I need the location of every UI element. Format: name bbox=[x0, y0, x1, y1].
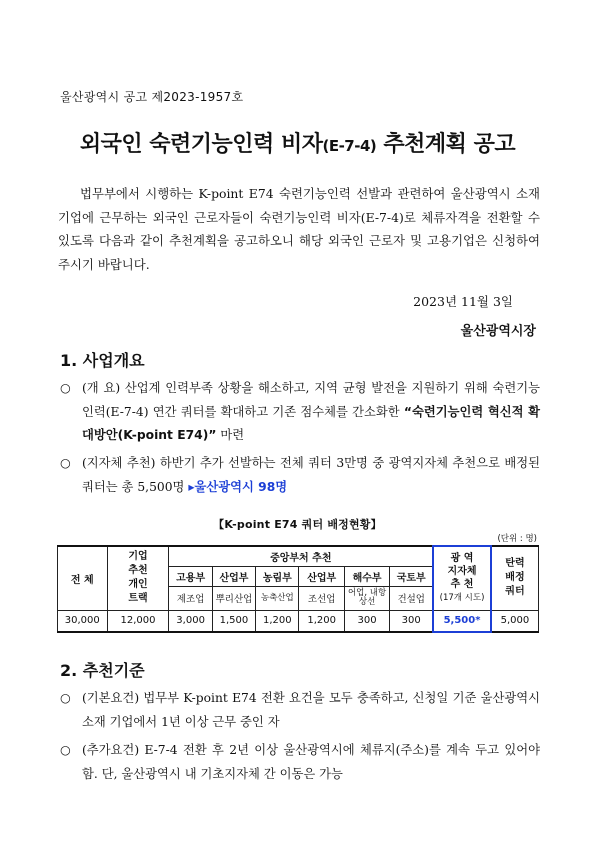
ministry-cell: 해수부 bbox=[344, 566, 389, 586]
ministry-cell: 국토부 bbox=[390, 566, 433, 586]
overview-quote: “숙련기능인력 혁신적 확대방안(K-point E74)” bbox=[82, 404, 541, 442]
header-total: 전 체 bbox=[58, 546, 108, 610]
industry-cell: 어업, 내항상선 bbox=[344, 586, 389, 610]
industry-cell: 조선업 bbox=[299, 586, 344, 610]
industry-cell: 뿌리산업 bbox=[212, 586, 255, 610]
regional-value-cell: 5,500* bbox=[433, 610, 491, 632]
ministry-cell: 산업부 bbox=[212, 566, 255, 586]
announcement-date: 2023년 11월 3일 bbox=[413, 294, 513, 309]
section1-item-regional bbox=[60, 452, 540, 499]
industry-cell: 제조업 bbox=[169, 586, 212, 610]
industry-cell: 농축산업 bbox=[256, 586, 299, 610]
header-company-track: 기업 추천 개인 트랙 bbox=[107, 546, 169, 610]
value-cell: 300 bbox=[344, 610, 389, 632]
value-cell: 5,000 bbox=[491, 610, 539, 632]
section2-heading: 2. 추천기준 bbox=[60, 661, 145, 680]
header-regional: 광 역 지자체 추 천 (17개 시도) bbox=[433, 546, 491, 610]
intro-text: 법무부에서 시행하는 K-point E74 숙련기능인력 선발과 관련하여 울산광역시 소재 기업에 근무하는 외국인 근로자들이 숙련기능인력 비자(E-7-4)로 체류자격을 전환할 수 있도록 다음과 같이 추천계획을 공고하오니 해당 외국인 근로자 및 고용기업은 신청하여 주시기 바랍니다. bbox=[58, 186, 540, 272]
bullet-circle-icon: ○ bbox=[60, 691, 71, 705]
bullet-circle-icon: ○ bbox=[60, 743, 71, 757]
section1-heading: 1. 사업개요 bbox=[60, 351, 145, 370]
section1-item-overview bbox=[60, 377, 540, 448]
value-cell: 1,500 bbox=[212, 610, 255, 632]
industry-cell: 건설업 bbox=[390, 586, 433, 610]
overview-end: 마련 bbox=[216, 428, 245, 442]
value-cell: 3,000 bbox=[169, 610, 212, 632]
ministry-cell: 농림부 bbox=[256, 566, 299, 586]
value-cell: 12,000 bbox=[107, 610, 169, 632]
header-central: 중앙부처 추천 bbox=[169, 546, 433, 566]
ministry-cell: 산업부 bbox=[299, 566, 344, 586]
section2-item-additional bbox=[60, 739, 540, 786]
title-main: 외국인 숙련기능인력 비자 bbox=[79, 132, 323, 157]
page-title bbox=[0, 127, 595, 158]
section2-item-basic bbox=[60, 687, 540, 734]
ulsan-quota-highlight: ▸울산광역시 98명 bbox=[188, 479, 288, 494]
header-flex: 탄력 배정 쿼터 bbox=[491, 546, 539, 610]
issuer: 울산광역시장 bbox=[460, 324, 536, 339]
quota-table bbox=[57, 545, 539, 633]
intro-paragraph bbox=[58, 182, 540, 276]
regional-text: (지자체 추천) 하반기 추가 선발하는 전체 쿼터 3만명 중 광역지자체 추천으로 배정된 쿼터는 총 5,500명 bbox=[82, 456, 540, 494]
value-cell: 1,200 bbox=[299, 610, 344, 632]
table-title: 【K-point E74 쿼터 배정현황】 bbox=[213, 518, 382, 531]
bullet-circle-icon: ○ bbox=[60, 381, 71, 395]
value-cell: 30,000 bbox=[58, 610, 108, 632]
title-tail: 추천계획 공고 bbox=[376, 132, 516, 157]
value-cell: 300 bbox=[390, 610, 433, 632]
ministry-cell: 고용부 bbox=[169, 566, 212, 586]
notice-number: 울산광역시 공고 제2023-1957호 bbox=[60, 90, 244, 104]
title-visa-code: (E-7-4) bbox=[322, 137, 377, 155]
bullet-circle-icon: ○ bbox=[60, 456, 71, 470]
value-cell: 1,200 bbox=[256, 610, 299, 632]
basic-requirement-text: (기본요건) 법무부 K-point E74 전환 요건을 모두 충족하고, 신청일 기준 울산광역시 소재 기업에서 1년 이상 근무 중인 자 bbox=[82, 691, 540, 729]
additional-requirement-text: (추가요건) E-7-4 전환 후 2년 이상 울산광역시에 체류지(주소)를 계속 두고 있어야 함. 단, 울산광역시 내 기초지자체 간 이동은 가능 bbox=[82, 743, 540, 781]
table-unit: (단위 : 명) bbox=[497, 534, 537, 544]
overview-text: (개 요) 산업계 인력부족 상황을 해소하고, 지역 균형 발전을 지원하기 위해 숙련기능인력(E-7-4) 연간 쿼터를 확대하고 기존 점수체를 간소화한 bbox=[82, 381, 540, 419]
